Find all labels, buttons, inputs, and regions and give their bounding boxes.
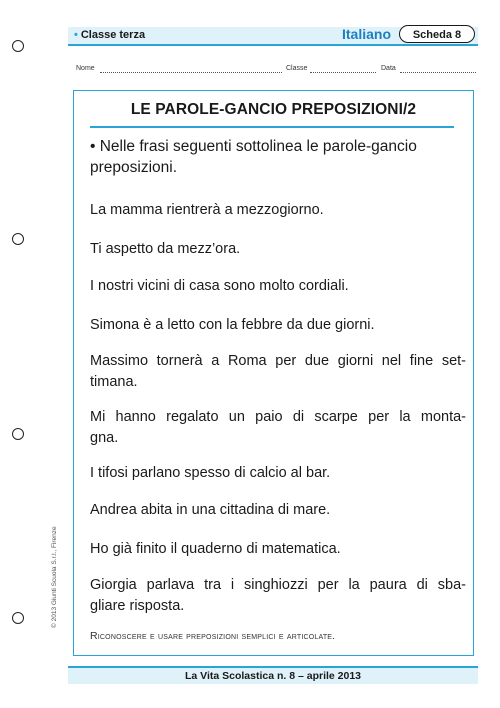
- sentence-7: [90, 463, 466, 484]
- copyright-notice: © 2013 Giunti Scuola S.r.l., Firenze: [51, 526, 58, 628]
- sentence-line: gliare risposta.: [90, 598, 185, 614]
- bullet-icon: •: [74, 29, 78, 41]
- sentence-4: [90, 315, 466, 336]
- class-label: [74, 29, 145, 41]
- header-rule: [68, 44, 478, 46]
- class-label-text: Classe terza: [80, 29, 146, 41]
- sentence-line: I tifosi parlano spesso di calcio al bar.: [90, 465, 331, 481]
- sentence-line: Mi hanno regalato un paio di scarpe per la monta-: [90, 409, 466, 425]
- instruction-text: • Nelle frasi seguenti sottolinea le parole-gancio preposizioni.: [90, 138, 417, 176]
- sentence-9: [90, 539, 466, 560]
- sentence-line: I nostri vicini di casa sono molto cordiali.: [90, 278, 349, 294]
- sentence-2: [90, 239, 466, 260]
- sentence-line: La mamma rientrerà a mezzogiorno.: [90, 202, 324, 218]
- name-label: Nome: [76, 65, 95, 72]
- footer-band: La Vita Scolastica n. 8 – aprile 2013: [68, 666, 478, 684]
- sentence-line: Giorgia parlava tra i singhiozzi per la paura di sba-: [90, 577, 466, 593]
- sentence-line: Ho già finito il quaderno di matematica.: [90, 541, 341, 557]
- sentence-line: Massimo tornerà a Roma per due giorni nel fine set-: [90, 353, 466, 369]
- sentence-10: [90, 575, 466, 617]
- date-label: Data: [381, 65, 396, 72]
- worksheet-title: LE PAROLE-GANCIO PREPOSIZIONI/2: [130, 101, 417, 118]
- sheet-badge: Scheda 8: [399, 25, 475, 43]
- sentence-5: [90, 351, 466, 393]
- title-rule: [90, 126, 454, 128]
- binder-hole-3: [12, 428, 24, 440]
- sentence-line: timana.: [90, 374, 138, 390]
- name-field[interactable]: [100, 72, 282, 73]
- learning-objective: Riconoscere e usare preposizioni semplici e articolate.: [90, 630, 336, 642]
- date-field[interactable]: [400, 72, 476, 73]
- sentence-line: Ti aspetto da mezz’ora.: [90, 241, 241, 257]
- binder-hole-4: [12, 612, 24, 624]
- sentence-line: Simona è a letto con la febbre da due giorni.: [90, 317, 375, 333]
- class-field-label: Classe: [286, 65, 308, 72]
- sentence-3: [90, 276, 466, 297]
- sentence-1: [90, 200, 466, 221]
- sentence-6: [90, 407, 466, 449]
- sentence-8: [90, 500, 466, 521]
- binder-hole-2: [12, 233, 24, 245]
- class-field[interactable]: [310, 72, 376, 73]
- sentence-line: Andrea abita in una cittadina di mare.: [90, 502, 331, 518]
- binder-hole-1: [12, 40, 24, 52]
- subject-label: Italiano: [342, 26, 392, 42]
- sentence-line: gna.: [90, 430, 119, 446]
